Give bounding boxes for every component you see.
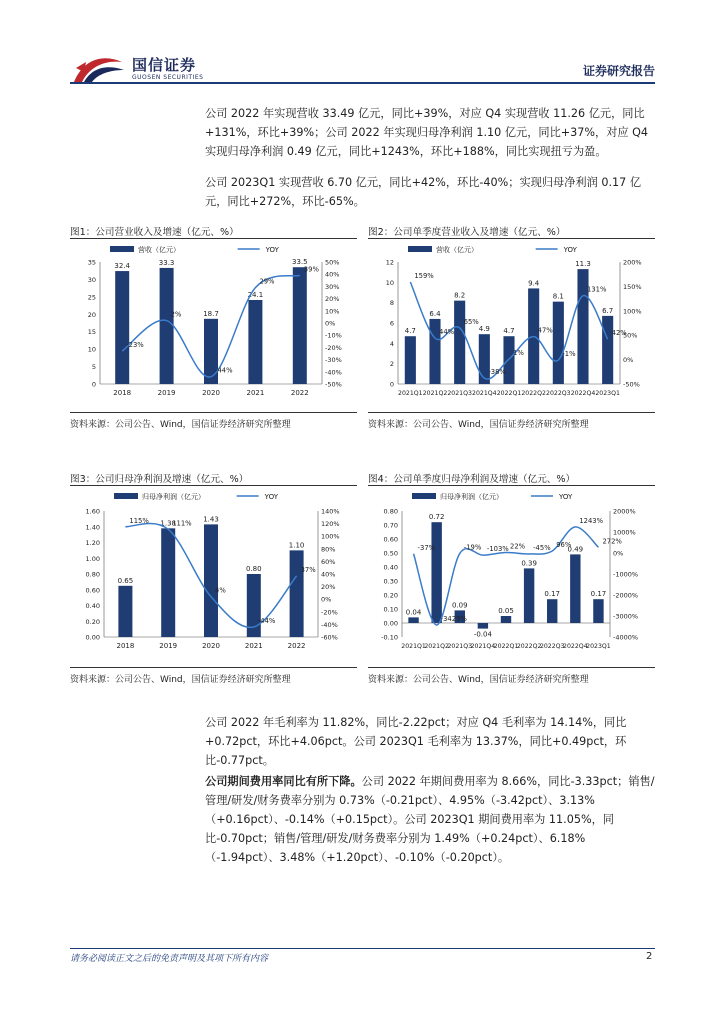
legend-line-label: YOY xyxy=(264,493,278,501)
figure-4-top-rule xyxy=(368,485,655,486)
y-tick-right: 150% xyxy=(623,282,642,291)
x-tick-label: 2021 xyxy=(246,389,265,397)
x-tick-label: 2021Q2 xyxy=(422,390,448,397)
x-tick-label: 2022Q4 xyxy=(570,390,596,397)
yoy-label: 272% xyxy=(602,537,622,546)
bar-value-label: 0.04 xyxy=(405,608,422,617)
x-tick-label: 2021 xyxy=(244,642,263,650)
y-tick-left: 5 xyxy=(91,363,96,372)
figure-1-top-rule xyxy=(70,238,357,239)
x-tick-label: 2022 xyxy=(290,389,309,397)
yoy-label: 44% xyxy=(439,328,455,337)
y-tick-left: 1.40 xyxy=(85,523,100,532)
bar xyxy=(290,550,304,637)
bar-value-label: 0.49 xyxy=(567,545,584,554)
y-tick-left: 10 xyxy=(87,345,96,354)
bar xyxy=(547,599,557,623)
y-tick-right: 40% xyxy=(321,570,336,579)
bar-value-label: 0.17 xyxy=(590,590,607,599)
y-tick-right: -40% xyxy=(321,620,338,629)
yoy-label: 1% xyxy=(513,349,524,358)
page-number: 2 xyxy=(646,951,653,962)
y-tick-left: 8 xyxy=(389,299,394,308)
legend-line-label: YOY xyxy=(558,493,573,501)
bar-value-label: 4.7 xyxy=(503,327,515,336)
bar xyxy=(204,524,218,637)
y-tick-left: 0.00 xyxy=(85,633,100,642)
yoy-label: 96% xyxy=(556,540,572,549)
bar xyxy=(115,271,129,384)
y-tick-right: 0% xyxy=(623,356,634,365)
yoy-label: 37% xyxy=(300,565,316,574)
bar-value-label: 32.4 xyxy=(114,262,130,271)
header-divider xyxy=(70,82,655,84)
bar xyxy=(160,268,174,384)
x-tick-label: 2022Q3 xyxy=(539,643,565,650)
bar xyxy=(431,522,441,623)
bar-value-label: 0.72 xyxy=(428,513,445,522)
x-tick-label: 2022Q3 xyxy=(546,390,571,397)
y-tick-left: 1.00 xyxy=(85,554,100,563)
y-tick-right: 0% xyxy=(321,595,332,604)
y-tick-left: 25 xyxy=(87,293,96,302)
legend-line-label: YOY xyxy=(563,246,577,254)
bar-value-label: 8.1 xyxy=(552,292,564,301)
bar xyxy=(454,301,465,384)
x-tick-label: 2023Q1 xyxy=(586,643,611,650)
x-tick-label: 2021Q3 xyxy=(447,643,473,650)
figure-3-title: 图3：公司归母净利润及增速（亿元、%） xyxy=(70,474,249,485)
bar xyxy=(524,568,534,623)
bar-value-label: 18.7 xyxy=(203,309,219,318)
y-tick-right: -20% xyxy=(325,343,342,352)
legend-bar-swatch xyxy=(412,493,436,499)
figure-1-title: 图1：公司营业收入及增速（亿元、%） xyxy=(70,227,239,238)
yoy-label: 1243% xyxy=(579,516,604,525)
y-tick-right: -1000% xyxy=(613,570,639,579)
y-tick-left: 0.50 xyxy=(383,549,398,558)
legend-bar-label: 归母净利润（亿元） xyxy=(142,493,205,501)
y-tick-right: 30% xyxy=(325,282,340,291)
bar-value-label: 4.7 xyxy=(404,327,416,336)
yoy-label: -37% xyxy=(417,543,436,552)
x-tick-label: 2023Q1 xyxy=(595,390,620,397)
y-tick-left: 0.40 xyxy=(85,602,100,610)
yoy-label: 29% xyxy=(259,277,275,286)
legend-bar-label: 营收（亿元） xyxy=(138,246,180,254)
yoy-label: -38% xyxy=(488,368,506,377)
yoy-label: 2% xyxy=(170,310,182,319)
y-tick-right: -2000% xyxy=(613,591,639,600)
y-tick-left: 1.60 xyxy=(85,507,100,516)
yoy-label: -103% xyxy=(486,545,509,554)
y-tick-right: -40% xyxy=(325,368,342,377)
y-tick-left: 12 xyxy=(385,258,394,267)
y-tick-right: 80% xyxy=(321,545,336,554)
x-tick-label: 2022Q1 xyxy=(493,643,519,650)
y-tick-left: 0.80 xyxy=(383,507,398,516)
bar-value-label: 0.39 xyxy=(521,559,537,568)
yoy-label: 159% xyxy=(414,272,434,281)
figure-4-source: 资料来源：公司公告、Wind，国信证券经济研究所整理 xyxy=(368,675,589,685)
yoy-label: 47% xyxy=(537,326,553,335)
y-tick-left: 0.60 xyxy=(85,586,100,595)
bar xyxy=(593,599,603,623)
footer-disclaimer: 请务必阅读正文之后的免责声明及其项下所有内容 xyxy=(70,954,269,964)
x-tick-label: 2021Q3 xyxy=(447,390,472,397)
yoy-label: 131% xyxy=(587,285,607,294)
y-tick-right: 40% xyxy=(325,270,340,279)
bar xyxy=(570,554,580,623)
legend-bar-label: 营收（亿元） xyxy=(436,246,478,254)
yoy-label: 4% xyxy=(215,586,226,595)
bar-value-label: 11.3 xyxy=(575,260,591,269)
yoy-label: 39% xyxy=(303,265,319,274)
expense-ratio-body: 公司 2022 年期间费用率为 8.66%，同比-3.33pct；销售/管理/研发/财务费率分别为 0.73%（-0.21pct）、4.95%（-3.42pct）、3.13%（+0.16pct）、-0.14%（+0.15pct）。公司 2023Q1 期间费用率为 11.05%，同比-0.70pct；销售/管理/研发/财务费率分别为 1.49%（+0.24pct）、6.18%（-1.94pct）、3.48%（+1.20pct）、-0.10%（-0.20pct）。 xyxy=(205,775,655,864)
x-tick-label: 2020 xyxy=(202,389,220,397)
y-tick-left: 15 xyxy=(87,328,96,337)
yoy-label: 22% xyxy=(510,542,526,551)
y-tick-right: 100% xyxy=(321,532,340,541)
x-tick-label: 2018 xyxy=(116,642,135,650)
y-tick-right: 120% xyxy=(321,520,340,529)
y-tick-left: 0 xyxy=(91,380,96,389)
yoy-label: -45% xyxy=(533,543,551,552)
bar xyxy=(405,336,416,384)
bar-value-label: 1.38 xyxy=(160,519,176,528)
y-tick-left: 20 xyxy=(87,310,96,319)
y-tick-left: 4 xyxy=(389,339,394,348)
x-tick-label: 2020 xyxy=(202,642,220,650)
y-tick-right: -4000% xyxy=(613,633,639,642)
x-tick-label: 2022 xyxy=(287,642,306,650)
yoy-label: 115% xyxy=(129,516,149,525)
brand-name-en: GUOSEN SECURITIES xyxy=(132,74,204,81)
legend-bar-swatch xyxy=(408,246,432,252)
y-tick-left: 10 xyxy=(385,278,394,287)
expense-ratio-heading: 公司期间费用率同比有所下降。 xyxy=(205,775,362,788)
x-tick-label: 2021Q1 xyxy=(398,390,423,397)
figure-2-title: 图2：公司单季度营业收入及增速（亿元、%） xyxy=(368,227,566,238)
yoy-label: 65% xyxy=(463,317,479,326)
yoy-label: -19% xyxy=(463,543,482,552)
y-tick-left: 30 xyxy=(87,275,96,284)
y-tick-right: 100% xyxy=(623,307,642,316)
y-tick-right: 0% xyxy=(325,319,336,328)
bar-value-label: 0.05 xyxy=(498,607,514,615)
y-tick-left: 0.30 xyxy=(383,577,398,586)
x-tick-label: 2022Q4 xyxy=(563,643,588,650)
y-tick-right: -10% xyxy=(325,331,342,340)
yoy-label: -23% xyxy=(126,341,144,350)
figure-3-bottom-rule xyxy=(70,667,357,668)
x-tick-label: 2019 xyxy=(159,642,178,650)
figure-2-top-rule xyxy=(368,238,655,239)
paragraph-gross-margin: 公司 2022 年毛利率为 11.82%，同比-2.22pct；对应 Q4 毛利率为 14.14%，同比+0.72pct，环比+4.06pct。公司 2023Q1 毛利率为 13.37%，同比+0.49pct，环比-0.77pct。 xyxy=(205,716,627,767)
y-tick-left: 0.80 xyxy=(85,570,100,579)
y-tick-right: 50% xyxy=(623,331,638,340)
y-tick-right: -3000% xyxy=(613,612,639,621)
bar xyxy=(602,316,613,384)
y-tick-right: -50% xyxy=(325,380,342,389)
yoy-label: -44% xyxy=(215,366,233,375)
y-tick-right: 20% xyxy=(325,295,340,304)
x-tick-label: 2019 xyxy=(157,389,176,397)
bar xyxy=(478,623,488,629)
brand-name: 国信证券 xyxy=(132,56,197,74)
y-tick-left: 0.70 xyxy=(383,521,398,530)
bar xyxy=(408,617,418,623)
paragraph-expense-ratio xyxy=(205,772,655,867)
figure-3-chart xyxy=(70,487,357,663)
figure-4-title: 图4：公司单季度归母净利润及增速（亿元、%） xyxy=(368,474,576,485)
x-tick-label: 2022Q2 xyxy=(521,390,546,397)
y-tick-right: 60% xyxy=(321,557,336,566)
x-tick-label: 2022Q1 xyxy=(496,390,522,397)
y-tick-left: 0.40 xyxy=(383,563,398,572)
bar-value-label: 9.4 xyxy=(528,279,540,288)
y-tick-left: 0 xyxy=(389,380,394,389)
bar xyxy=(501,616,511,623)
y-tick-right: -30% xyxy=(325,356,342,365)
bar-value-label: 1.10 xyxy=(288,541,305,550)
bar-value-label: -0.04 xyxy=(473,630,492,639)
x-tick-label: 2021Q4 xyxy=(470,643,496,650)
x-tick-label: 2021Q4 xyxy=(472,390,497,397)
y-tick-right: 0% xyxy=(613,549,624,558)
y-tick-left: 6 xyxy=(389,319,394,328)
bar xyxy=(161,528,175,637)
bar-value-label: 0.09 xyxy=(451,601,468,610)
bar-value-label: 1.43 xyxy=(203,515,219,524)
bar xyxy=(553,302,564,384)
y-tick-right: -50% xyxy=(623,380,640,389)
yoy-label: -1% xyxy=(562,350,576,359)
y-tick-left: 0.00 xyxy=(383,619,398,628)
y-tick-left: 0.10 xyxy=(383,605,398,614)
yoy-label: 42% xyxy=(611,329,627,338)
figure-2-chart xyxy=(368,240,655,410)
report-type: 证券研究报告 xyxy=(582,64,655,78)
y-tick-left: -0.10 xyxy=(381,633,398,642)
figure-3-top-rule xyxy=(70,485,357,486)
legend-bar-swatch xyxy=(110,246,134,252)
figure-4-bottom-rule xyxy=(368,667,655,668)
y-tick-right: -20% xyxy=(321,608,338,617)
y-tick-right: 1000% xyxy=(613,528,636,537)
y-tick-left: 0.60 xyxy=(383,535,398,544)
bar-value-label: 33.3 xyxy=(158,258,175,267)
x-tick-label: 2021Q2 xyxy=(424,643,449,650)
figure-1-source: 资料来源：公司公告、Wind，国信证券经济研究所整理 xyxy=(70,420,291,430)
bar-value-label: 33.5 xyxy=(292,258,308,267)
x-tick-label: 2022Q2 xyxy=(516,643,542,650)
bar-value-label: 0.65 xyxy=(117,576,134,585)
y-tick-left: 0.20 xyxy=(383,591,398,600)
bar-value-label: 6.7 xyxy=(602,306,614,315)
bar xyxy=(293,267,307,384)
figure-4-chart xyxy=(368,487,655,663)
bar-value-label: 24.1 xyxy=(247,290,264,299)
bar-value-label: 6.4 xyxy=(429,309,441,318)
figure-1-bottom-rule xyxy=(70,412,357,413)
bar-value-label: 0.80 xyxy=(246,565,262,573)
bar xyxy=(479,334,490,384)
y-tick-right: 2000% xyxy=(613,507,636,516)
figure-2-source: 资料来源：公司公告、Wind，国信证券经济研究所整理 xyxy=(368,420,589,430)
y-tick-right: 200% xyxy=(623,258,642,267)
bar-value-label: 8.2 xyxy=(454,291,466,300)
y-tick-right: 140% xyxy=(321,507,340,516)
y-tick-right: 20% xyxy=(321,583,336,592)
paragraph-revenue-2022: 公司 2022 年实现营收 33.49 亿元，同比+39%，对应 Q4 实现营收 11.26 亿元，同比+131%，环比+39%；公司 2022 年实现归母净利润 1.10 亿元，同比+37%，对应 Q4 实现归母净利润 0.49 亿元，同比+1243%，环比+188%，同比实现扭亏为盈。 xyxy=(205,107,649,158)
yoy-label: 111% xyxy=(172,519,192,528)
yoy-label: -44% xyxy=(257,616,276,625)
paragraph-revenue-2023q1: 公司 2023Q1 实现营收 6.70 亿元，同比+42%，环比-40%；实现归母净利润 0.17 亿元，同比+272%，环比-65%。 xyxy=(205,176,642,208)
y-tick-right: 50% xyxy=(325,258,340,267)
bar xyxy=(248,300,262,384)
y-tick-right: 10% xyxy=(325,307,340,316)
yoy-label: -3429% xyxy=(440,615,467,624)
figure-2-bottom-rule xyxy=(368,412,655,413)
figure-1-chart xyxy=(70,240,357,410)
y-tick-left: 35 xyxy=(87,258,96,267)
y-tick-left: 1.20 xyxy=(85,539,100,547)
legend-line-label: YOY xyxy=(265,246,279,254)
legend-bar-swatch xyxy=(114,493,138,499)
footer-divider xyxy=(70,948,655,949)
bar xyxy=(118,586,132,637)
y-tick-left: 0.20 xyxy=(85,617,100,626)
bar-value-label: 0.17 xyxy=(544,590,561,599)
x-tick-label: 2018 xyxy=(113,389,132,397)
x-tick-label: 2021Q1 xyxy=(401,643,426,650)
y-tick-left: 2 xyxy=(389,360,394,369)
figure-3-source: 资料来源：公司公告、Wind，国信证券经济研究所整理 xyxy=(70,675,291,685)
y-tick-right: -60% xyxy=(321,633,338,642)
legend-bar-label: 归母净利润（亿元） xyxy=(440,493,503,501)
bar-value-label: 4.9 xyxy=(478,325,490,334)
